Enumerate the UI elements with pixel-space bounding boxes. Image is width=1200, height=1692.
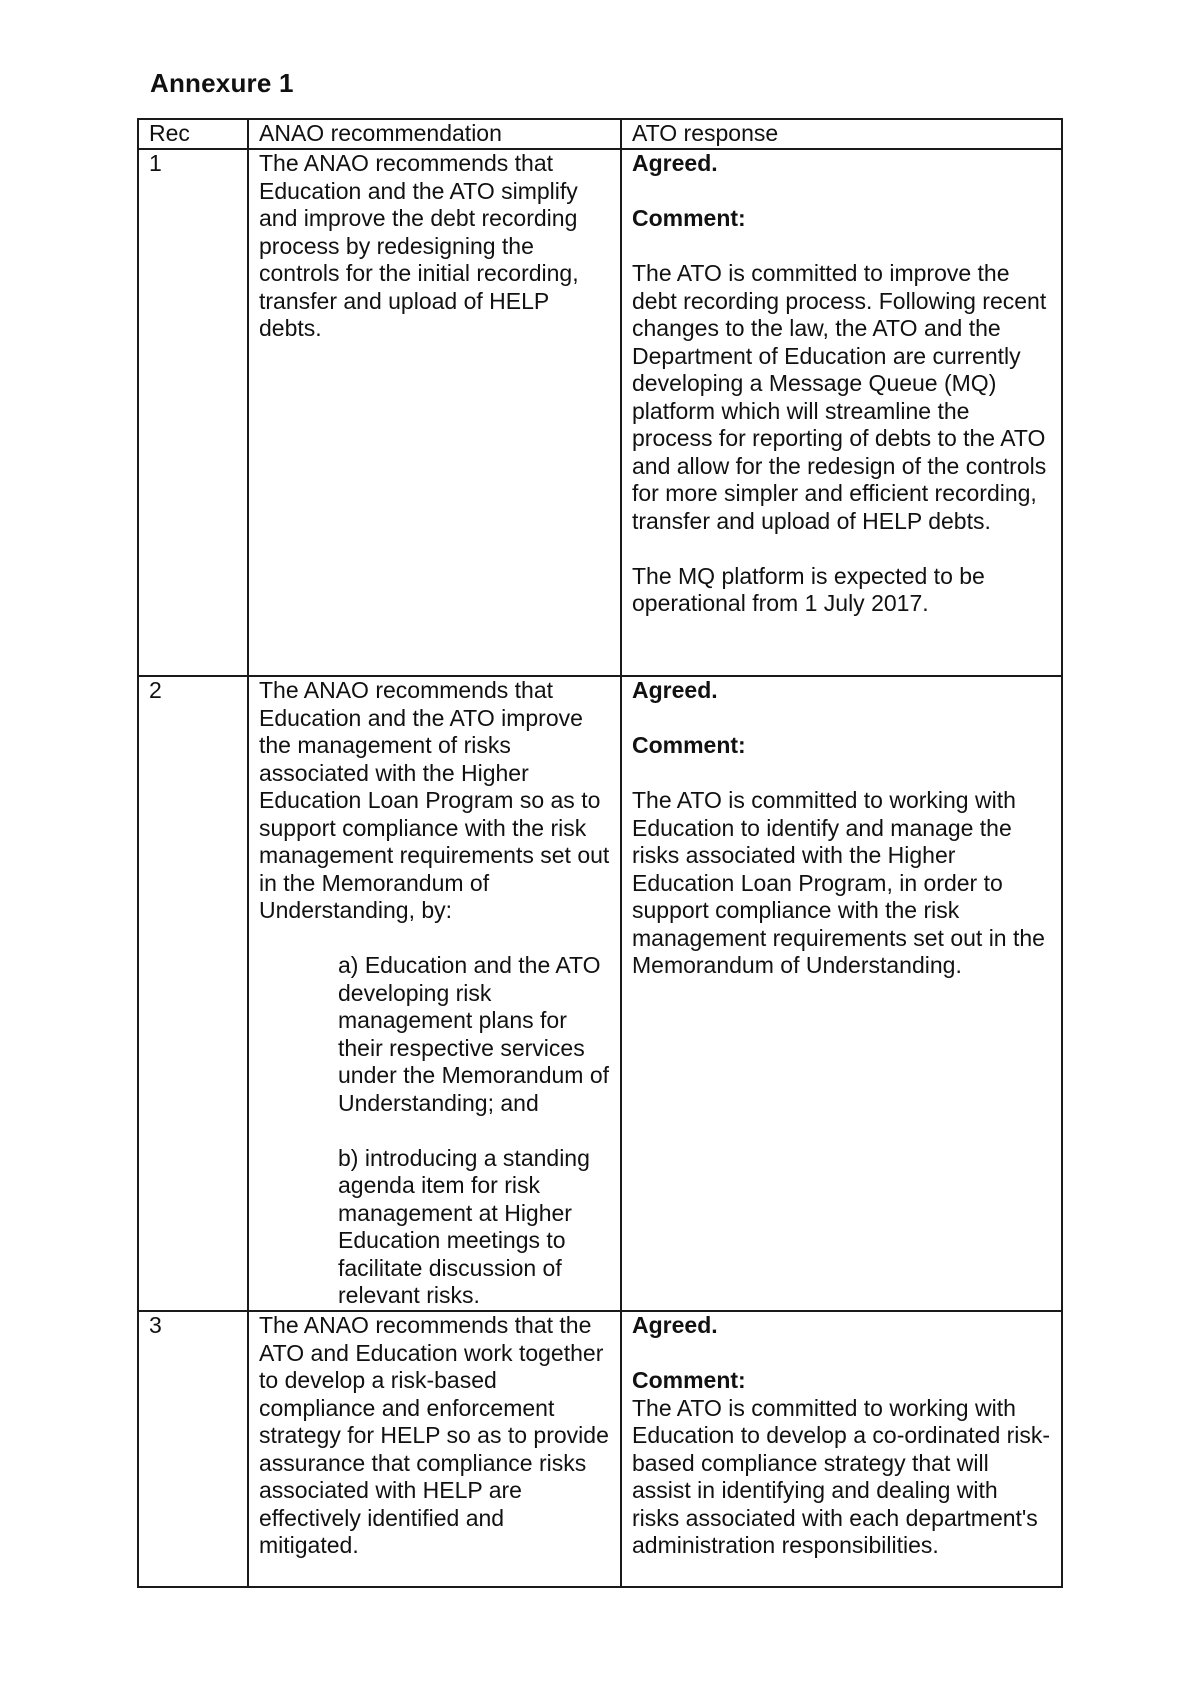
table-header-row [138,119,1062,149]
recommendations-table [137,118,1063,1588]
response-cell [621,149,1062,676]
response-paragraph: The ATO is committed to improve the debt recording process. Following recent changes to the law, the ATO and the Department of Education are currently developing a Message Queue (MQ) platform which will streamline the process for reporting of debts to the ATO and allow for the redesign of the controls for more simpler and efficient recording, transfer and upload of HELP debts. [632,260,1047,534]
recommendation-cell [248,1311,621,1587]
header-rec: Rec [138,119,248,149]
header-recommendation: ANAO recommendation [248,119,621,149]
response-paragraph: The ATO is committed to working with Education to develop a co-ordinated risk-based compliance strategy that will assist in identifying and dealing with risks associated with each department's administration responsibilities. [632,1394,1051,1558]
agreed-label: Agreed. [632,1312,718,1338]
comment-label: Comment: [632,1367,746,1393]
response-cell [621,1311,1062,1587]
table-row [138,676,1062,1311]
page-heading: Annexure 1 [150,68,294,98]
recommendation-subitem-a: a) Education and the ATO developing risk management plans for their respective services under the Memorandum of Understanding; and [338,952,610,1116]
rec-number: 2 [138,676,248,1311]
response-paragraph: The MQ platform is expected to be operational from 1 July 2017. [632,562,985,616]
agreed-label: Agreed. [632,677,718,703]
response-paragraph: The ATO is committed to working with Education to identify and manage the risks associated with the Higher Education Loan Program, in order to support compliance with the risk management requirements set out in the Memorandum of Understanding. [632,787,1045,978]
recommendation-cell [248,676,621,1311]
table-row [138,149,1062,676]
header-response: ATO response [621,119,1062,149]
recommendation-text: The ANAO recommends that Education and the ATO improve the management of risks associated with the Higher Education Loan Program so as to support compliance with the risk management requirements set out in the Memorandum of Understanding, by: [259,677,610,923]
comment-label: Comment: [632,732,746,758]
comment-label: Comment: [632,205,746,231]
response-cell [621,676,1062,1311]
recommendation-cell [248,149,621,676]
agreed-label: Agreed. [632,150,718,176]
recommendation-text: The ANAO recommends that Education and the ATO simplify and improve the debt recording process by redesigning the controls for the initial recording, transfer and upload of HELP debts. [259,150,579,341]
table-row [138,1311,1062,1587]
recommendation-subitem-b: b) introducing a standing agenda item for risk management at Higher Education meetings to facilitate discussion of relevant risks. [338,1144,590,1308]
rec-number: 3 [138,1311,248,1587]
rec-number: 1 [138,149,248,676]
recommendation-text: The ANAO recommends that the ATO and Education work together to develop a risk-based compliance and enforcement strategy for HELP so as to provide assurance that compliance risks associated with HELP are effectively identified and mitigated. [259,1312,609,1558]
